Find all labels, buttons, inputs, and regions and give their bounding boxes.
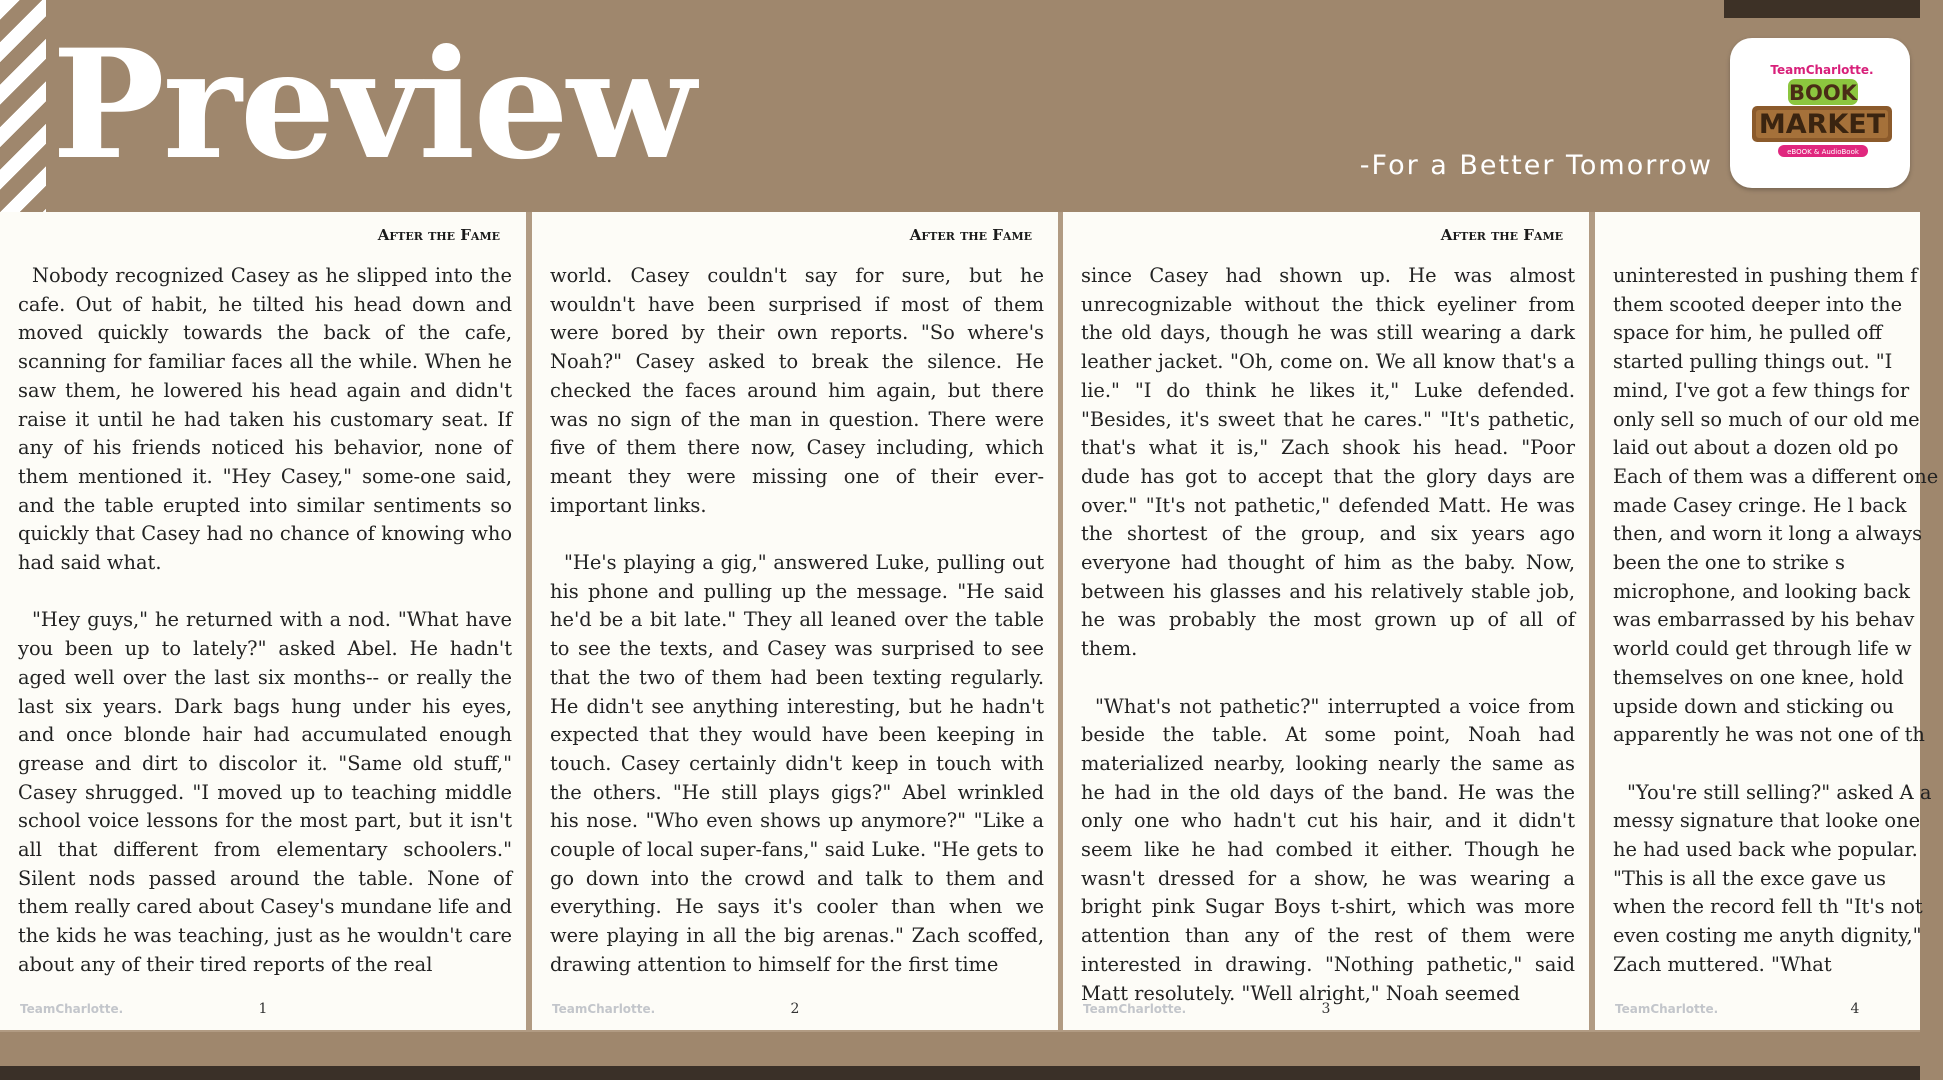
tagline: -For a Better Tomorrow	[1359, 150, 1713, 181]
svg-text:eBOOK & AudioBook: eBOOK & AudioBook	[1787, 148, 1859, 156]
top-accent-bar	[1724, 0, 1920, 18]
page-body	[18, 262, 512, 988]
page-number: 4	[1850, 1001, 1860, 1017]
svg-text:BOOK: BOOK	[1789, 81, 1857, 105]
running-head: After the Fame	[909, 226, 1032, 244]
footer-logo: TeamCharlotte.	[20, 1002, 124, 1016]
page-body	[550, 262, 1044, 988]
paragraph: "What's not pathetic?" interrupted a voice from beside the table. At some point, Noah had materialized nearby, looking nearly the same as he had in the old days of the band. He was the only one who hadn't cut his hair, and it didn't seem like he had combed it either. Though he wasn't dressed for a show, he was wearing a bright pink Sugar Boys t-shirt, which was more attention than any of the rest of them were interested in drawing. "Nothing pathetic," said Matt resolutely. "Well alright," Noah seemed	[1081, 694, 1575, 1005]
paragraph: "Hey guys," he returned with a nod. "What have you been up to lately?" asked Abel. He hadn't aged well over the last six months-- or really the last six years. Dark bags hung under his eyes, and once blonde hair had accumulated enough grease and dirt to discolor it. "Same old stuff," Casey shrugged. "I moved up to teaching middle school voice lessons for the most part, but it isn't all that different from elementary schoolers." Silent nods passed around the table. None of them really cared about Casey's mundane life and the kids he was teaching, just as he wouldn't care about any of their tired reports of the real	[18, 608, 512, 976]
svg-text:MARKET: MARKET	[1758, 109, 1886, 140]
bottom-accent-bar	[0, 1066, 1920, 1080]
running-head: After the Fame	[377, 226, 500, 244]
paragraph: Nobody recognized Casey as he slipped into the cafe. Out of habit, he tilted his head down and moved quickly towards the back of the cafe, scanning for familiar faces all the while. When he saw them, he lowered his head again and didn't raise it until he had taken his customary seat. If any of his friends noticed his behavior, none of them mentioned it. "Hey Casey," some-one said, and the table erupted into similar sentiments so quickly that Casey had no chance of knowing who had said what.	[18, 264, 512, 575]
svg-text:TeamCharlotte.: TeamCharlotte.	[1770, 63, 1874, 77]
page-number: 3	[1321, 1001, 1331, 1017]
paragraph: "You're still selling?" asked A a messy signature that looke one he had used back whe popular. "This is all the exce gave us when the record fell th "It's not even costing me anyth dignity," Zach muttered. "What	[1613, 780, 1932, 976]
book-page-2	[532, 212, 1058, 1030]
footer-logo: TeamCharlotte.	[1615, 1002, 1719, 1016]
page-body	[1081, 262, 1575, 1005]
footer-logo: TeamCharlotte.	[1083, 1002, 1187, 1016]
book-market-logo-image	[1730, 38, 1910, 188]
decorative-stripes	[0, 0, 46, 212]
paragraph: uninterested in pushing them f them scooted deeper into the space for him, he pulled off started pulling things out. "I mind, I've got a few things for only sell so much of our old me laid out about a dozen old po Each of them was a different one made Casey cringe. He l back then, and worn it long a always been the one to strike s microphone, and looking back was embarrassed by his behav world could get through life w themselves on one knee, hold upside down and sticking ou apparently he was not one of th	[1613, 264, 1939, 747]
page-number: 2	[790, 1001, 800, 1017]
book-page-4	[1595, 212, 1939, 1030]
book-page-1	[0, 212, 526, 1030]
paragraph: "He's playing a gig," answered Luke, pulling out his phone and pulling up the message. "He said he'd be a bit late." They all leaned over the table to see the texts, and Casey was surprised to see that the two of them had been texting regularly. He didn't see anything interesting, but he hadn't expected that they would have been keeping in touch. Casey certainly didn't keep in touch with the others. "He still plays gigs?" Abel wrinkled his nose. "Who even shows up anymore?" "Like a couple of local super-fans," said Luke. "He gets to go down into the crowd and talk to them and everything. He says it's cooler than when we were playing in all the big arenas." Zach scoffed, drawing attention to himself for the first time	[550, 551, 1044, 976]
footer-logo: TeamCharlotte.	[552, 1002, 656, 1016]
book-market-logo[interactable]	[1730, 38, 1910, 188]
book-page-3	[1063, 212, 1589, 1030]
page-body	[1613, 262, 1943, 988]
paragraph: world. Casey couldn't say for sure, but he wouldn't have been surprised if most of them were bored by their own reports. "So where's Noah?" Casey asked to break the silence. He checked the faces around him again, but there was no sign of the man in question. There were five of them there now, Casey including, which meant they were missing one of their ever-important links.	[550, 264, 1044, 517]
page-number: 1	[258, 1001, 268, 1017]
paragraph: since Casey had shown up. He was almost unrecognizable without the thick eyeliner from the old days, though he was still wearing a dark leather jacket. "Oh, come on. We all know that's a lie." "I do think he likes it," Luke defended. "Besides, it's sweet that he cares." "It's pathetic, that's what it is," Zach shook his head. "Poor dude has got to accept that the glory days are over." "It's not pathetic," defended Matt. He was the shortest of the group, and six years ago everyone had thought of him as the baby. Now, between his glasses and his relatively stable job, he was probably the most grown up of all of them.	[1081, 264, 1575, 661]
running-head: After the Fame	[1440, 226, 1563, 244]
page-title: Preview	[52, 17, 694, 193]
